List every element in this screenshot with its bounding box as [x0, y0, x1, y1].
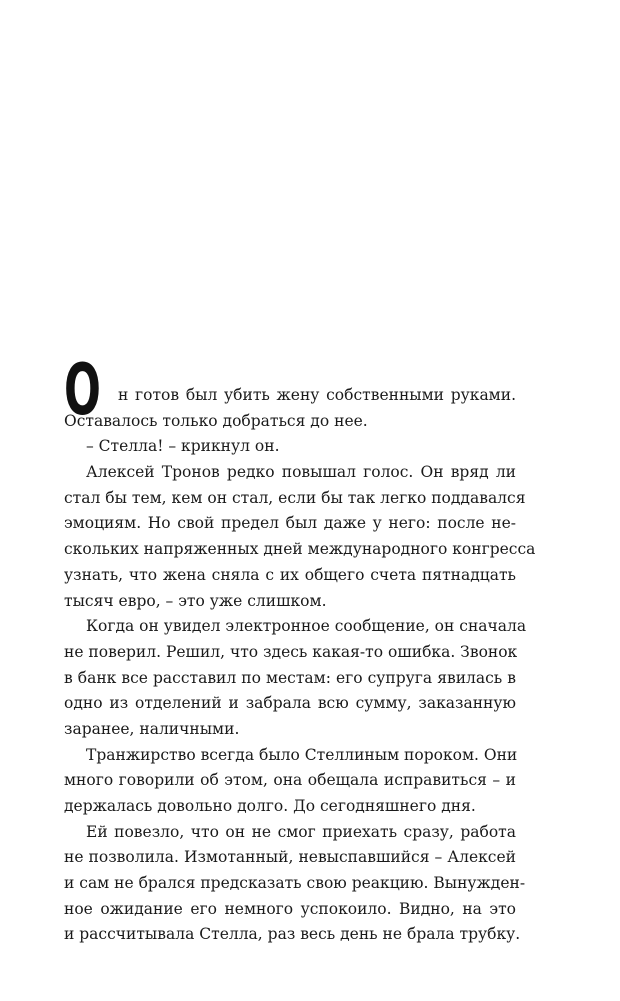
text-line: заранее, наличными.: [64, 719, 240, 738]
text-line: Оставалось только добраться до нее.: [64, 411, 368, 430]
text-line: стал бы тем, кем он стал, если бы так легко поддавался: [64, 488, 526, 507]
text-line: и рассчитывала Стелла, раз весь день не брала трубку.: [64, 925, 521, 944]
text-line: ное ожидание его немного успокоило. Видно, на это: [64, 899, 516, 918]
text-line: в банк все расставил по местам: его супруга явилась в: [64, 668, 516, 687]
text-line: не поверил. Решил, что здесь какая-то ошибка. Звонок: [64, 642, 518, 661]
chapter-text: [64, 349, 536, 948]
text-line: и сам не брался предсказать свою реакцию. Вынужден-: [64, 874, 526, 893]
drop-cap-letter: О: [64, 349, 100, 431]
text-line: Ей повезло, что он не смог приехать сразу, работа: [86, 822, 516, 841]
text-line: Транжирство всегда было Стеллиным пороком. Они: [86, 745, 518, 764]
text-line: узнать, что жена сняла с их общего счета пятнадцать: [64, 565, 516, 584]
text-line: – Стелла! – крикнул он.: [86, 437, 280, 456]
text-line: Когда он увидел электронное сообщение, он сначала: [86, 617, 527, 636]
text-line: н готов был убить жену собственными руками.: [118, 386, 516, 404]
text-line: много говорили об этом, она обещала исправиться – и: [64, 771, 516, 790]
text-line: скольких напряженных дней международного конгресса: [64, 540, 536, 559]
text-line: не позволила. Измотанный, невыспавшийся – Алексей: [64, 848, 516, 867]
text-line: Алексей Тронов редко повышал голос. Он вряд ли: [86, 463, 516, 482]
text-line: эмоциям. Но свой предел был даже у него: после не-: [64, 514, 516, 533]
text-line: держалась довольно долго. До сегодняшнего дня.: [64, 797, 476, 815]
text-line: одно из отделений и забрала всю сумму, заказанную: [64, 694, 516, 713]
text-line: тысяч евро, – это уже слишком.: [64, 591, 327, 610]
